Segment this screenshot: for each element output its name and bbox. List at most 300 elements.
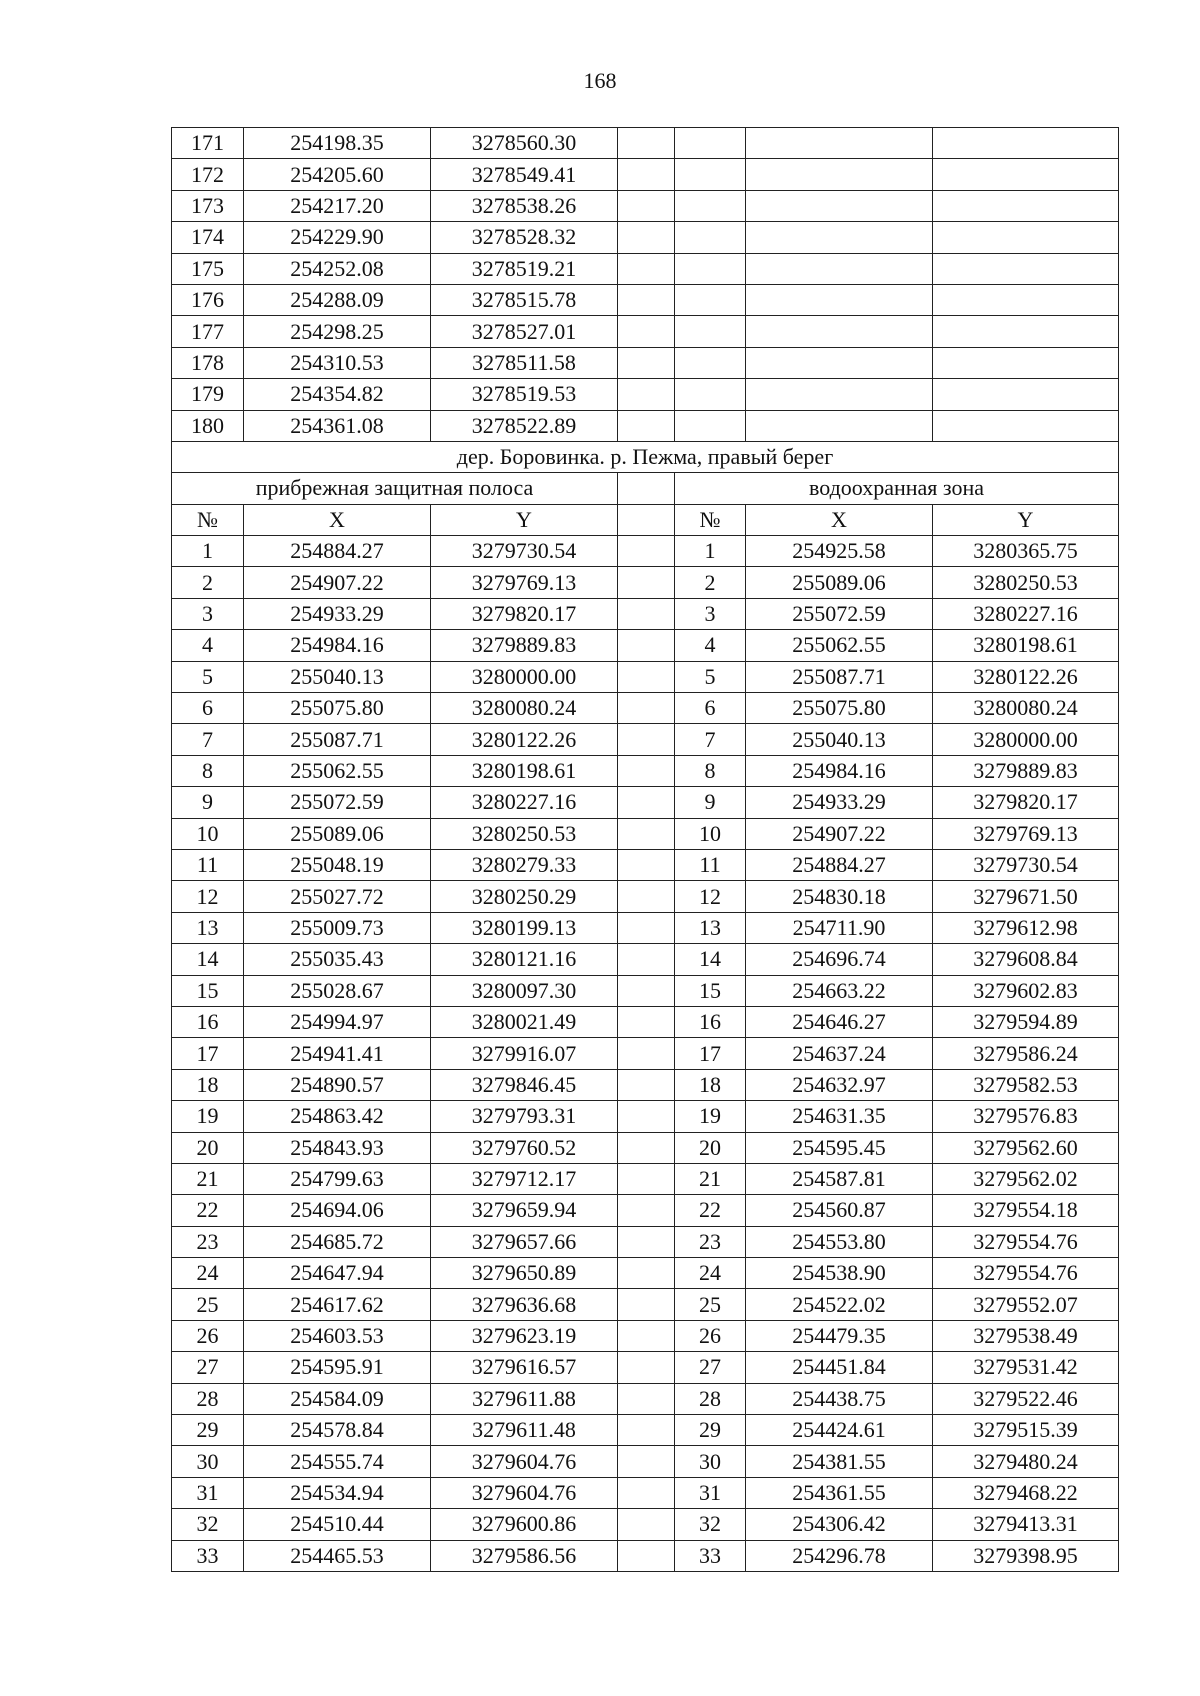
- point-number: 19: [675, 1101, 746, 1132]
- y-coordinate: 3280250.53: [933, 567, 1119, 598]
- x-coordinate: 255072.59: [244, 787, 431, 818]
- y-coordinate: 3279398.95: [933, 1540, 1119, 1571]
- spacer-cell: [618, 661, 675, 692]
- empty-cell: [933, 222, 1119, 253]
- x-coordinate: 254584.09: [244, 1383, 431, 1414]
- x-coordinate: 254933.29: [746, 787, 933, 818]
- y-coordinate: 3279468.22: [933, 1477, 1119, 1508]
- point-number: 16: [172, 1006, 244, 1037]
- point-number: 175: [172, 253, 244, 284]
- y-coordinate: 3279586.56: [431, 1540, 618, 1571]
- point-number: 8: [675, 755, 746, 786]
- x-coordinate: 255062.55: [244, 755, 431, 786]
- y-coordinate: 3280250.29: [431, 881, 618, 912]
- empty-cell: [675, 190, 746, 221]
- point-number: 26: [172, 1320, 244, 1351]
- table-row: [172, 1477, 1119, 1508]
- column-header-row: [172, 504, 1119, 535]
- x-coordinate: 254553.80: [746, 1226, 933, 1257]
- y-coordinate: 3279562.60: [933, 1132, 1119, 1163]
- point-number: 26: [675, 1320, 746, 1351]
- x-coordinate: 254941.41: [244, 1038, 431, 1069]
- y-coordinate: 3279608.84: [933, 944, 1119, 975]
- spacer-cell: [618, 598, 675, 629]
- spacer-cell: [618, 1446, 675, 1477]
- table-row: [172, 661, 1119, 692]
- column-header-y: Y: [431, 504, 618, 535]
- y-coordinate: 3279582.53: [933, 1069, 1119, 1100]
- empty-cell: [675, 316, 746, 347]
- table-row: [172, 222, 1119, 253]
- heading-coastal-protective-strip: прибрежная защитная полоса: [172, 473, 618, 504]
- point-number: 12: [172, 881, 244, 912]
- y-coordinate: 3279730.54: [431, 536, 618, 567]
- x-coordinate: 254310.53: [244, 347, 431, 378]
- y-coordinate: 3278515.78: [431, 284, 618, 315]
- section-title: дер. Боровинка. р. Пежма, правый берег: [172, 441, 1119, 472]
- x-coordinate: 254984.16: [746, 755, 933, 786]
- point-number: 28: [172, 1383, 244, 1414]
- table-row: [172, 1320, 1119, 1351]
- empty-cell: [933, 253, 1119, 284]
- empty-cell: [746, 410, 933, 441]
- x-coordinate: 255027.72: [244, 881, 431, 912]
- empty-cell: [933, 190, 1119, 221]
- x-coordinate: 254925.58: [746, 536, 933, 567]
- spacer-cell: [618, 536, 675, 567]
- point-number: 27: [675, 1352, 746, 1383]
- table-row: [172, 944, 1119, 975]
- point-number: 172: [172, 159, 244, 190]
- point-number: 24: [675, 1258, 746, 1289]
- point-number: 171: [172, 128, 244, 159]
- x-coordinate: 254298.25: [244, 316, 431, 347]
- x-coordinate: 254534.94: [244, 1477, 431, 1508]
- y-coordinate: 3280121.16: [431, 944, 618, 975]
- spacer-cell: [618, 1006, 675, 1037]
- y-coordinate: 3279552.07: [933, 1289, 1119, 1320]
- table-row: [172, 159, 1119, 190]
- spacer-cell: [618, 128, 675, 159]
- spacer-cell: [618, 316, 675, 347]
- spacer-cell: [618, 190, 675, 221]
- column-header-x: X: [244, 504, 431, 535]
- y-coordinate: 3278528.32: [431, 222, 618, 253]
- y-coordinate: 3280080.24: [431, 693, 618, 724]
- point-number: 21: [675, 1163, 746, 1194]
- x-coordinate: 254984.16: [244, 630, 431, 661]
- point-number: 7: [172, 724, 244, 755]
- point-number: 2: [675, 567, 746, 598]
- y-coordinate: 3279636.68: [431, 1289, 618, 1320]
- point-number: 17: [172, 1038, 244, 1069]
- spacer-cell: [618, 473, 675, 504]
- point-number: 21: [172, 1163, 244, 1194]
- point-number: 29: [675, 1415, 746, 1446]
- coordinates-table-body: [172, 128, 1119, 1572]
- spacer-cell: [618, 410, 675, 441]
- y-coordinate: 3280198.61: [431, 755, 618, 786]
- empty-cell: [933, 159, 1119, 190]
- spacer-cell: [618, 849, 675, 880]
- y-coordinate: 3279889.83: [933, 755, 1119, 786]
- y-coordinate: 3279604.76: [431, 1477, 618, 1508]
- spacer-cell: [618, 1383, 675, 1414]
- x-coordinate: 255009.73: [244, 912, 431, 943]
- spacer-cell: [618, 347, 675, 378]
- point-number: 4: [675, 630, 746, 661]
- spacer-cell: [618, 253, 675, 284]
- x-coordinate: 254696.74: [746, 944, 933, 975]
- empty-cell: [675, 284, 746, 315]
- y-coordinate: 3279671.50: [933, 881, 1119, 912]
- empty-cell: [746, 379, 933, 410]
- x-coordinate: 254522.02: [746, 1289, 933, 1320]
- y-coordinate: 3279413.31: [933, 1509, 1119, 1540]
- x-coordinate: 254595.45: [746, 1132, 933, 1163]
- y-coordinate: 3278519.21: [431, 253, 618, 284]
- x-coordinate: 255062.55: [746, 630, 933, 661]
- y-coordinate: 3279602.83: [933, 975, 1119, 1006]
- y-coordinate: 3279531.42: [933, 1352, 1119, 1383]
- x-coordinate: 255048.19: [244, 849, 431, 880]
- spacer-cell: [618, 1509, 675, 1540]
- empty-cell: [675, 410, 746, 441]
- point-number: 8: [172, 755, 244, 786]
- empty-cell: [933, 284, 1119, 315]
- y-coordinate: 3278527.01: [431, 316, 618, 347]
- x-coordinate: 254663.22: [746, 975, 933, 1006]
- y-coordinate: 3279916.07: [431, 1038, 618, 1069]
- table-row: [172, 787, 1119, 818]
- point-number: 2: [172, 567, 244, 598]
- spacer-cell: [618, 1415, 675, 1446]
- y-coordinate: 3279562.02: [933, 1163, 1119, 1194]
- spacer-cell: [618, 1195, 675, 1226]
- point-number: 9: [172, 787, 244, 818]
- point-number: 11: [172, 849, 244, 880]
- point-number: 32: [675, 1509, 746, 1540]
- point-number: 29: [172, 1415, 244, 1446]
- table-row: [172, 1446, 1119, 1477]
- x-coordinate: 254646.27: [746, 1006, 933, 1037]
- point-number: 180: [172, 410, 244, 441]
- y-coordinate: 3279650.89: [431, 1258, 618, 1289]
- point-number: 13: [172, 912, 244, 943]
- y-coordinate: 3280279.33: [431, 849, 618, 880]
- x-coordinate: 254617.62: [244, 1289, 431, 1320]
- y-coordinate: 3280250.53: [431, 818, 618, 849]
- point-number: 5: [675, 661, 746, 692]
- y-coordinate: 3280227.16: [933, 598, 1119, 629]
- point-number: 4: [172, 630, 244, 661]
- point-number: 177: [172, 316, 244, 347]
- x-coordinate: 255075.80: [244, 693, 431, 724]
- y-coordinate: 3278538.26: [431, 190, 618, 221]
- x-coordinate: 254381.55: [746, 1446, 933, 1477]
- y-coordinate: 3278549.41: [431, 159, 618, 190]
- heading-water-protection-zone: водоохранная зона: [675, 473, 1119, 504]
- y-coordinate: 3280365.75: [933, 536, 1119, 567]
- x-coordinate: 254907.22: [244, 567, 431, 598]
- point-number: 5: [172, 661, 244, 692]
- table-row: [172, 1132, 1119, 1163]
- point-number: 176: [172, 284, 244, 315]
- y-coordinate: 3279769.13: [933, 818, 1119, 849]
- x-coordinate: 254288.09: [244, 284, 431, 315]
- y-coordinate: 3279889.83: [431, 630, 618, 661]
- point-number: 12: [675, 881, 746, 912]
- x-coordinate: 254306.42: [746, 1509, 933, 1540]
- table-row: [172, 1226, 1119, 1257]
- point-number: 22: [675, 1195, 746, 1226]
- y-coordinate: 3280199.13: [431, 912, 618, 943]
- empty-cell: [675, 379, 746, 410]
- y-coordinate: 3280122.26: [431, 724, 618, 755]
- y-coordinate: 3279820.17: [933, 787, 1119, 818]
- x-coordinate: 254994.97: [244, 1006, 431, 1037]
- coordinates-table: [171, 127, 1119, 1572]
- spacer-cell: [618, 1289, 675, 1320]
- y-coordinate: 3279623.19: [431, 1320, 618, 1351]
- point-number: 24: [172, 1258, 244, 1289]
- y-coordinate: 3279522.46: [933, 1383, 1119, 1414]
- table-row: [172, 253, 1119, 284]
- point-number: 32: [172, 1509, 244, 1540]
- x-coordinate: 254631.35: [746, 1101, 933, 1132]
- spacer-cell: [618, 724, 675, 755]
- x-coordinate: 254252.08: [244, 253, 431, 284]
- point-number: 7: [675, 724, 746, 755]
- spacer-cell: [618, 1352, 675, 1383]
- table-row: [172, 1415, 1119, 1446]
- x-coordinate: 254578.84: [244, 1415, 431, 1446]
- y-coordinate: 3278511.58: [431, 347, 618, 378]
- spacer-cell: [618, 818, 675, 849]
- table-row: [172, 1069, 1119, 1100]
- x-coordinate: 255089.06: [244, 818, 431, 849]
- y-coordinate: 3279846.45: [431, 1069, 618, 1100]
- x-coordinate: 254595.91: [244, 1352, 431, 1383]
- spacer-cell: [618, 1163, 675, 1194]
- point-number: 179: [172, 379, 244, 410]
- spacer-cell: [618, 159, 675, 190]
- empty-cell: [933, 128, 1119, 159]
- point-number: 3: [172, 598, 244, 629]
- empty-cell: [746, 316, 933, 347]
- y-coordinate: 3279657.66: [431, 1226, 618, 1257]
- x-coordinate: 254438.75: [746, 1383, 933, 1414]
- empty-cell: [675, 347, 746, 378]
- x-coordinate: 254479.35: [746, 1320, 933, 1351]
- zone-heading-row: [172, 473, 1119, 504]
- x-coordinate: 254694.06: [244, 1195, 431, 1226]
- table-row: [172, 724, 1119, 755]
- spacer-cell: [618, 1132, 675, 1163]
- table-row: [172, 693, 1119, 724]
- point-number: 25: [675, 1289, 746, 1320]
- spacer-cell: [618, 912, 675, 943]
- point-number: 19: [172, 1101, 244, 1132]
- y-coordinate: 3279600.86: [431, 1509, 618, 1540]
- point-number: 1: [675, 536, 746, 567]
- point-number: 20: [675, 1132, 746, 1163]
- point-number: 9: [675, 787, 746, 818]
- spacer-cell: [618, 379, 675, 410]
- y-coordinate: 3279554.76: [933, 1258, 1119, 1289]
- x-coordinate: 254560.87: [746, 1195, 933, 1226]
- y-coordinate: 3280122.26: [933, 661, 1119, 692]
- x-coordinate: 255087.71: [244, 724, 431, 755]
- y-coordinate: 3280097.30: [431, 975, 618, 1006]
- y-coordinate: 3279820.17: [431, 598, 618, 629]
- table-row: [172, 567, 1119, 598]
- spacer-cell: [618, 1101, 675, 1132]
- empty-cell: [933, 347, 1119, 378]
- section-title-row: [172, 441, 1119, 472]
- table-row: [172, 598, 1119, 629]
- point-number: 173: [172, 190, 244, 221]
- spacer-cell: [618, 1226, 675, 1257]
- column-header-y: Y: [933, 504, 1119, 535]
- spacer-cell: [618, 1258, 675, 1289]
- y-coordinate: 3279554.18: [933, 1195, 1119, 1226]
- point-number: 22: [172, 1195, 244, 1226]
- point-number: 17: [675, 1038, 746, 1069]
- spacer-cell: [618, 1069, 675, 1100]
- point-number: 31: [172, 1477, 244, 1508]
- column-header-number: №: [172, 504, 244, 535]
- table-row: [172, 128, 1119, 159]
- table-row: [172, 1289, 1119, 1320]
- y-coordinate: 3279769.13: [431, 567, 618, 598]
- y-coordinate: 3279712.17: [431, 1163, 618, 1194]
- y-coordinate: 3280198.61: [933, 630, 1119, 661]
- table-row: [172, 1352, 1119, 1383]
- x-coordinate: 254632.97: [746, 1069, 933, 1100]
- point-number: 10: [675, 818, 746, 849]
- y-coordinate: 3279611.88: [431, 1383, 618, 1414]
- y-coordinate: 3278560.30: [431, 128, 618, 159]
- x-coordinate: 254555.74: [244, 1446, 431, 1477]
- point-number: 31: [675, 1477, 746, 1508]
- point-number: 23: [675, 1226, 746, 1257]
- point-number: 30: [172, 1446, 244, 1477]
- x-coordinate: 254933.29: [244, 598, 431, 629]
- point-number: 10: [172, 818, 244, 849]
- table-row: [172, 1509, 1119, 1540]
- y-coordinate: 3279616.57: [431, 1352, 618, 1383]
- x-coordinate: 254603.53: [244, 1320, 431, 1351]
- x-coordinate: 254217.20: [244, 190, 431, 221]
- x-coordinate: 255072.59: [746, 598, 933, 629]
- x-coordinate: 255040.13: [746, 724, 933, 755]
- table-row: [172, 1038, 1119, 1069]
- point-number: 28: [675, 1383, 746, 1414]
- point-number: 174: [172, 222, 244, 253]
- y-coordinate: 3279538.49: [933, 1320, 1119, 1351]
- spacer-cell: [618, 222, 675, 253]
- spacer-cell: [618, 567, 675, 598]
- page-number: 168: [583, 68, 617, 93]
- x-coordinate: 254884.27: [244, 536, 431, 567]
- point-number: 6: [675, 693, 746, 724]
- table-row: [172, 347, 1119, 378]
- spacer-cell: [618, 693, 675, 724]
- empty-cell: [933, 379, 1119, 410]
- x-coordinate: 255035.43: [244, 944, 431, 975]
- point-number: 18: [675, 1069, 746, 1100]
- x-coordinate: 255028.67: [244, 975, 431, 1006]
- y-coordinate: 3279612.98: [933, 912, 1119, 943]
- spacer-cell: [618, 1038, 675, 1069]
- x-coordinate: 254685.72: [244, 1226, 431, 1257]
- point-number: 30: [675, 1446, 746, 1477]
- x-coordinate: 254510.44: [244, 1509, 431, 1540]
- spacer-cell: [618, 1320, 675, 1351]
- x-coordinate: 255089.06: [746, 567, 933, 598]
- x-coordinate: 255075.80: [746, 693, 933, 724]
- x-coordinate: 254424.61: [746, 1415, 933, 1446]
- point-number: 14: [172, 944, 244, 975]
- y-coordinate: 3279515.39: [933, 1415, 1119, 1446]
- table-row: [172, 1006, 1119, 1037]
- spacer-cell: [618, 944, 675, 975]
- table-row: [172, 1540, 1119, 1571]
- y-coordinate: 3280000.00: [431, 661, 618, 692]
- y-coordinate: 3278519.53: [431, 379, 618, 410]
- x-coordinate: 254229.90: [244, 222, 431, 253]
- table-row: [172, 379, 1119, 410]
- y-coordinate: 3280021.49: [431, 1006, 618, 1037]
- x-coordinate: 254205.60: [244, 159, 431, 190]
- empty-cell: [746, 347, 933, 378]
- y-coordinate: 3280080.24: [933, 693, 1119, 724]
- empty-cell: [675, 159, 746, 190]
- empty-cell: [933, 316, 1119, 347]
- spacer-cell: [618, 504, 675, 535]
- spacer-cell: [618, 755, 675, 786]
- y-coordinate: 3278522.89: [431, 410, 618, 441]
- y-coordinate: 3279659.94: [431, 1195, 618, 1226]
- table-row: [172, 881, 1119, 912]
- x-coordinate: 254637.24: [746, 1038, 933, 1069]
- x-coordinate: 254799.63: [244, 1163, 431, 1194]
- spacer-cell: [618, 881, 675, 912]
- empty-cell: [675, 222, 746, 253]
- table-row: [172, 190, 1119, 221]
- point-number: 14: [675, 944, 746, 975]
- y-coordinate: 3279480.24: [933, 1446, 1119, 1477]
- table-row: [172, 1258, 1119, 1289]
- point-number: 33: [172, 1540, 244, 1571]
- x-coordinate: 254843.93: [244, 1132, 431, 1163]
- table-row: [172, 849, 1119, 880]
- point-number: 25: [172, 1289, 244, 1320]
- x-coordinate: 254354.82: [244, 379, 431, 410]
- point-number: 23: [172, 1226, 244, 1257]
- x-coordinate: 254538.90: [746, 1258, 933, 1289]
- x-coordinate: 254361.55: [746, 1477, 933, 1508]
- x-coordinate: 254647.94: [244, 1258, 431, 1289]
- point-number: 15: [172, 975, 244, 1006]
- table-row: [172, 818, 1119, 849]
- y-coordinate: 3279594.89: [933, 1006, 1119, 1037]
- y-coordinate: 3279576.83: [933, 1101, 1119, 1132]
- table-row: [172, 1101, 1119, 1132]
- point-number: 6: [172, 693, 244, 724]
- y-coordinate: 3279730.54: [933, 849, 1119, 880]
